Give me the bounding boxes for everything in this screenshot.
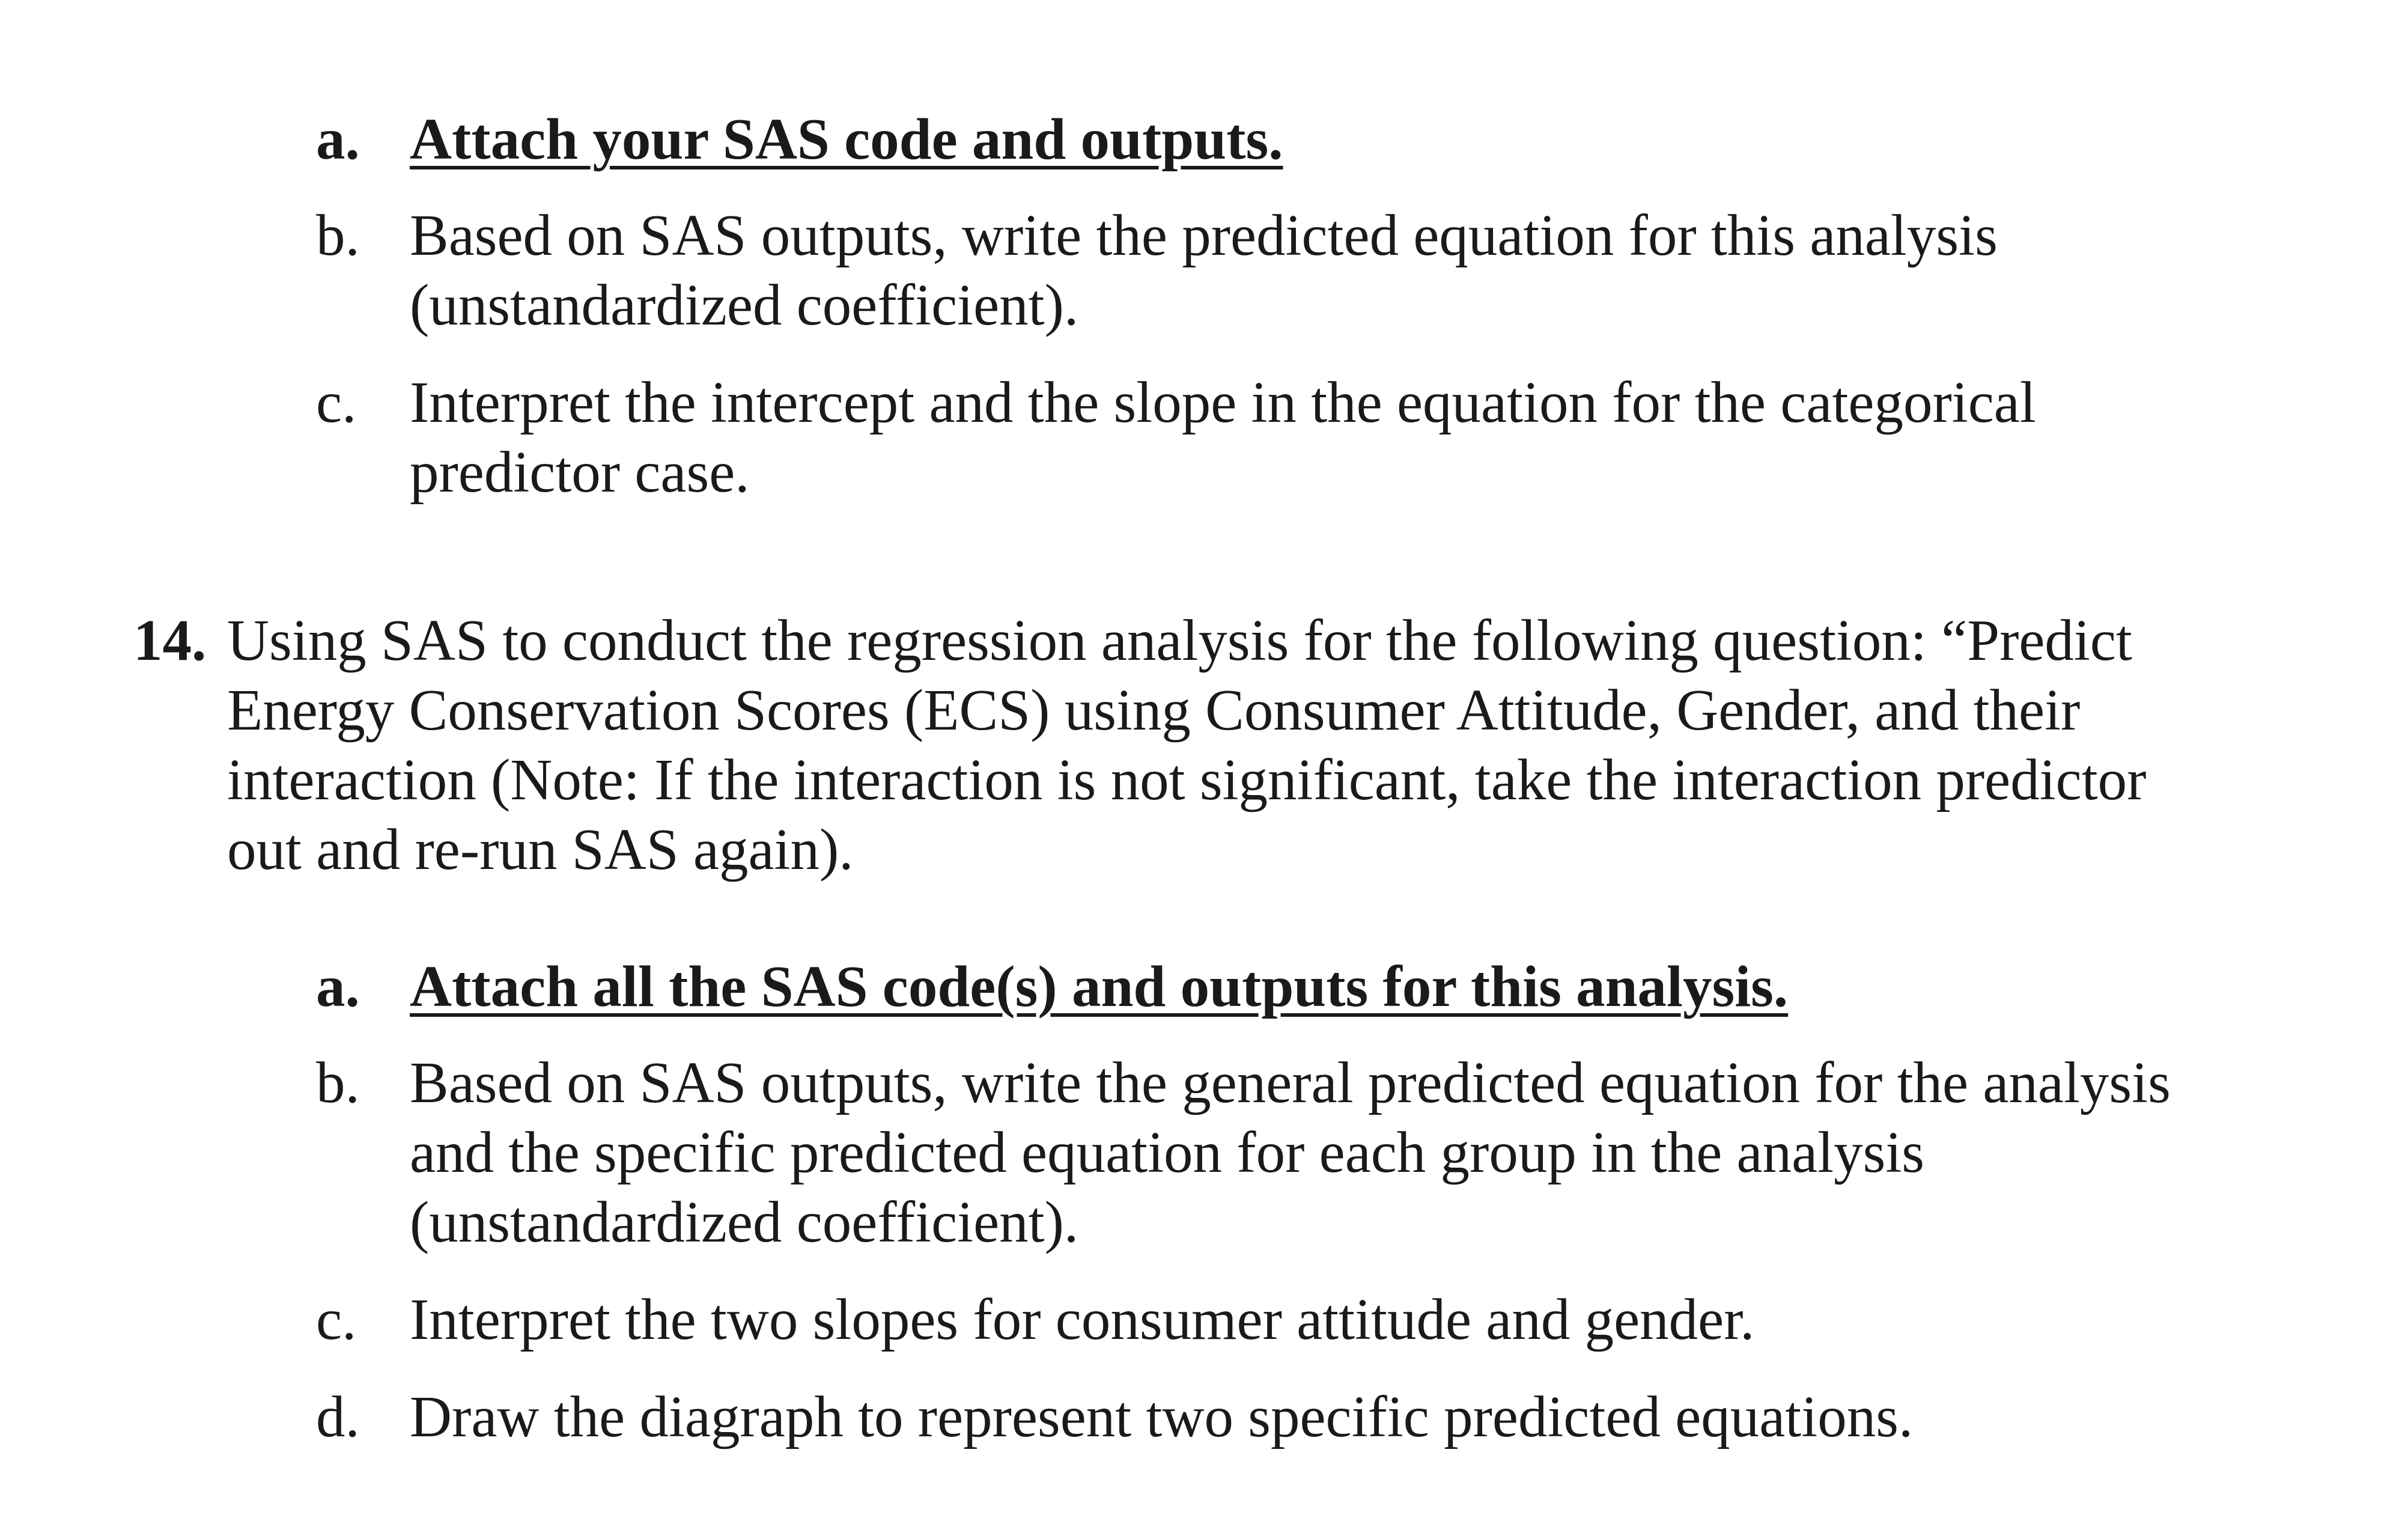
q13-item-c-label: c.	[316, 370, 357, 434]
q14-item-b-text: Based on SAS outputs, write the general predicted equation for the analysis and the specific predicted equation for each group in the analysis (unstandardized coefficient).	[410, 1050, 2171, 1254]
q14-number: 14.	[133, 608, 207, 672]
q14-item-a-label: a.	[316, 954, 360, 1019]
q14-item-d-label: d.	[316, 1385, 360, 1449]
q14-item-d-text: Draw the diagraph to represent two specific predicted equations.	[410, 1385, 1914, 1449]
q14-item-c-text: Interpret the two slopes for consumer attitude and gender.	[410, 1287, 1755, 1352]
q13-item-b-label: b.	[316, 203, 360, 267]
q14-question-text: Using SAS to conduct the regression analysis for the following question: “Predict Energy Conservation Scores (ECS) using Consumer Attitude, Gender, and their interaction (Note: If the interaction is not significant, take the interaction predictor out and re-run SAS again).	[227, 608, 2147, 882]
q13-item-c-text: Interpret the intercept and the slope in the equation for the categorical predictor case.	[410, 370, 2036, 504]
q14-item-c-label: c.	[316, 1287, 357, 1352]
q14-item-a-text: Attach all the SAS code(s) and outputs for this analysis.	[410, 954, 1789, 1019]
q13-item-a-label: a.	[316, 107, 360, 171]
q13-item-a-text: Attach your SAS code and outputs.	[410, 107, 1283, 171]
q13-item-b-text: Based on SAS outputs, write the predicted equation for this analysis (unstandardized coefficient).	[410, 203, 1998, 337]
q14-item-b-label: b.	[316, 1050, 360, 1115]
